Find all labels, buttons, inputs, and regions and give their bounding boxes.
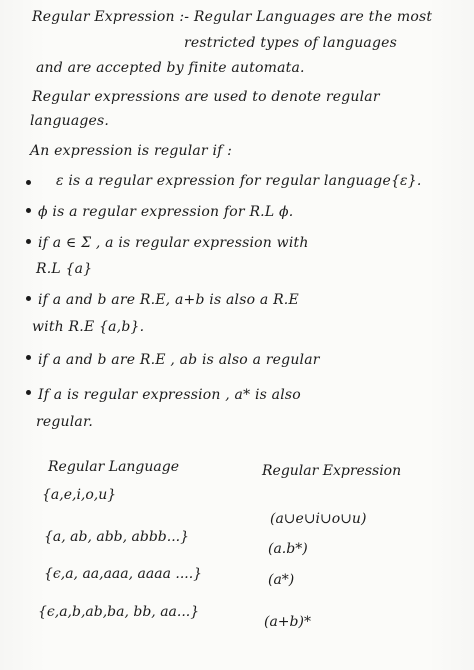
note-line-7: ε is a regular expression for regular language{ε}. [56,173,422,189]
note-line-6: An expression is regular if : [30,143,233,159]
table-row-2-left: {a, ab, abb, abbb...} [44,529,190,545]
table-row-1-left: {a,e,i,o,u} [42,487,117,503]
table-row-2-right: (a.b*) [268,541,308,557]
note-line-14: If a is regular expression , a* is also [38,387,301,403]
note-line-9: if a ∈ Σ , a is regular expression with [38,235,309,251]
note-line-1: Regular Expression :- Regular Languages are the most [32,9,433,25]
bullet-6 [26,390,31,395]
note-line-10: R.L {a} [36,261,93,277]
table-row-1-right: (a∪e∪i∪o∪u) [270,511,367,527]
table-row-4-left: {ϵ,a,b,ab,ba, bb, aa...} [38,604,200,620]
bullet-2 [26,208,31,213]
table-row-3-left: {ϵ,a, aa,aaa, aaaa ....} [44,566,203,582]
table-header-right: Regular Expression [262,463,402,479]
note-line-12: with R.E {a,b}. [32,319,145,335]
note-line-11: if a and b are R.E, a+b is also a R.E [38,292,299,308]
bullet-5 [26,355,31,360]
bullet-3 [26,239,31,244]
table-row-3-right: (a*) [268,572,295,588]
note-line-2: restricted types of languages [184,35,397,51]
bullet-1 [26,180,31,185]
table-row-4-right: (a+b)* [264,614,311,630]
note-line-8: ϕ is a regular expression for R.L ϕ. [38,204,294,220]
note-line-5: languages. [30,113,110,129]
bullet-4 [26,296,31,301]
note-line-13: if a and b are R.E , ab is also a regular [38,352,320,368]
table-header-left: Regular Language [48,459,180,475]
note-line-3: and are accepted by finite automata. [36,60,305,76]
note-line-15: regular. [36,414,93,430]
note-line-4: Regular expressions are used to denote regular [32,89,380,105]
